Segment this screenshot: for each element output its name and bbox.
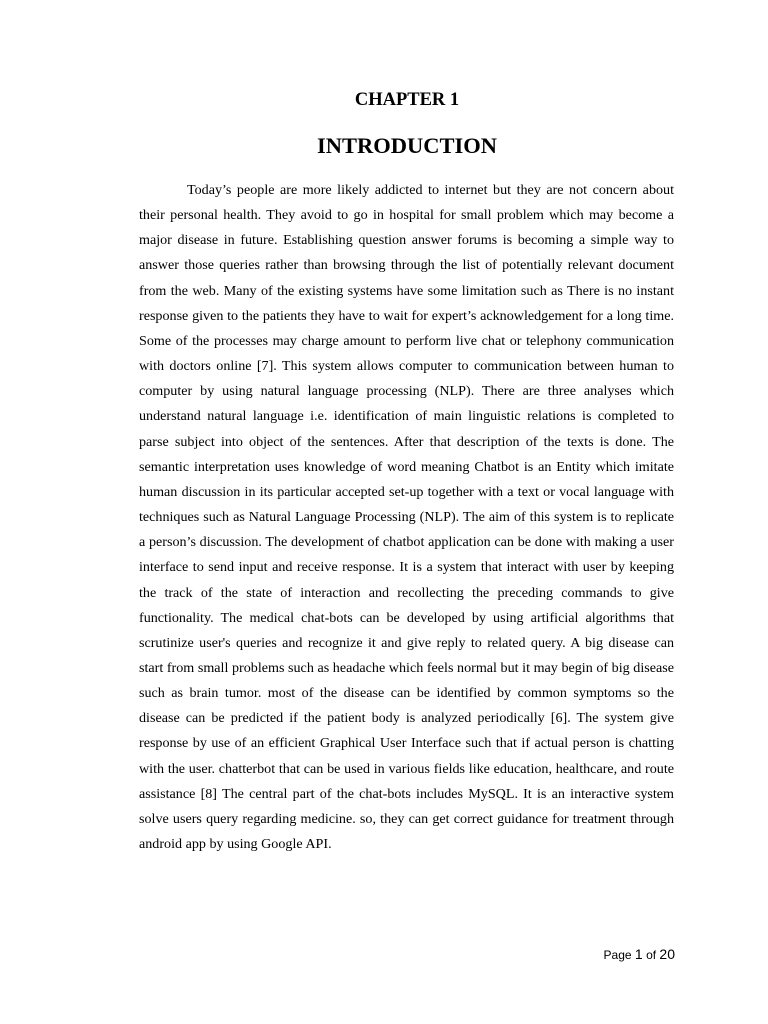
page-label: Page xyxy=(603,948,632,962)
of-label: of xyxy=(646,948,657,962)
current-page-number: 1 xyxy=(634,946,643,962)
body-paragraph: Today’s people are more likely addicted to internet but they are not concern about their personal health. They avoid to go in hospital for small problem which may become a major disease in future. Establishing question answer forums is becoming a simple way to answer those queries rather than browsing through the list of potentially relevant document from the web. Many of the existing systems have some limitation such as There is no instant response given to the patients they have to wait for expert’s acknowledgement for a long time. Some of the processes may charge amount to perform live chat or telephony communication with doctors online [7]. This system allows computer to communication between human to computer by using natural language processing (NLP). There are three analyses which understand natural language i.e. identification of main linguistic relations is completed to parse subject into object of the sentences. After that description of the texts is done. The semantic interpretation uses knowledge of word meaning Chatbot is an Entity which imitate human discussion in its particular accepted set-up together with a text or vocal language with techniques such as Natural Language Processing (NLP). The aim of this system is to replicate a person’s discussion. The development of chatbot application can be done with making a user interface to send input and receive response. It is a system that interact with user by keeping the track of the state of interaction and recollecting the preceding commands to give functionality. The medical chat-bots can be developed by using artificial algorithms that scrutinize user's queries and recognize it and give reply to related query. A big disease can start from small problems such as headache which feels normal but it may begin of big disease such as brain tumor. most of the disease can be identified by common symptoms so the disease can be predicted if the patient body is analyzed periodically [6]. The system give response by use of an efficient Graphical User Interface such that if actual person is chatting with the user. chatterbot that can be used in various fields like education, healthcare, and route assistance [8] The central part of the chat-bots includes MySQL. It is an interactive system solve users query regarding medicine. so, they can get correct guidance for treatment through android app by using Google API. xyxy=(139,182,674,853)
page-number-footer xyxy=(604,945,675,964)
total-page-count: 20 xyxy=(659,946,675,962)
chapter-heading: CHAPTER 1 xyxy=(354,90,460,110)
section-title: INTRODUCTION xyxy=(316,133,498,158)
